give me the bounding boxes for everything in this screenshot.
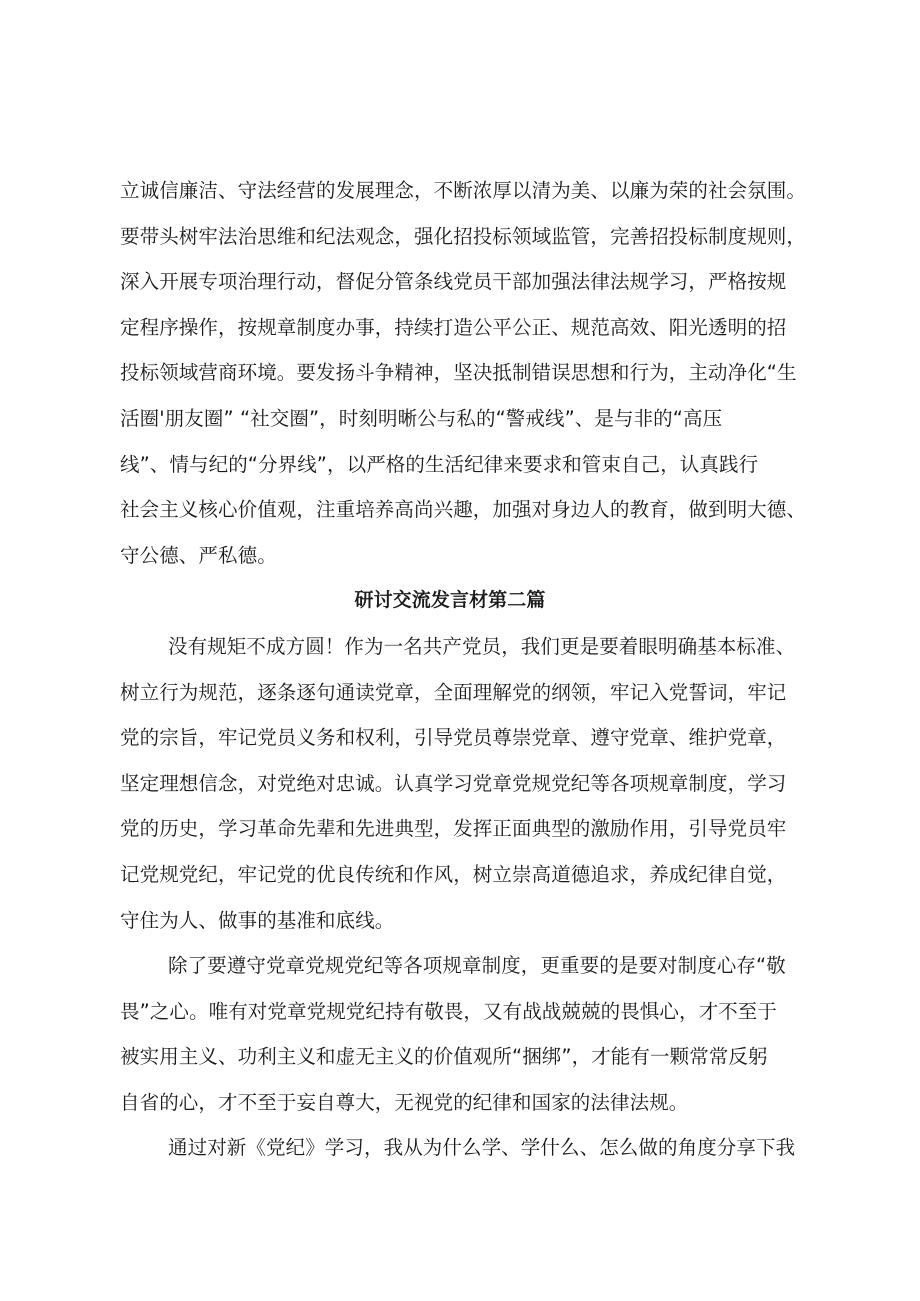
text-line: 深入开展专项治理行动，督促分管条线党员干部加强法律法规学习，严格按规 [120,270,787,294]
text-line: 被实用主义、功利主义和虚无主义的价值观所“捆绑”，才能有一颗常常反躬 [120,1045,768,1069]
paragraph-2 [120,624,820,943]
text-line: 党的宗旨，牢记党员义务和权利，引导党员尊崇党章、遵守党章、维护党章， [120,726,787,750]
text-line: 活圈'朋友圈” “社交圈”，时刻明晰公与私的“警戒线”、是与非的“高压 [120,406,723,430]
text-line: 党的历史，学习革命先辈和先进典型，发挥正面典型的激励作用，引导党员牢 [120,817,787,841]
text-line: 自省的心，才不至于妄自尊大，无视党的纪律和国家的法律法规。 [120,1090,689,1114]
text-line: 守公德、严私德。 [120,543,277,567]
text-line: 树立行为规范，逐条逐句通读党章，全面理解党的纲领，牢记入党誓词，牢记 [120,680,787,704]
paragraph-1 [120,168,820,578]
text-line: 记党规党纪，牢记党的优良传统和作风，树立崇高道德追求，养成纪律自觉， [120,862,787,886]
text-line: 线”、情与纪的“分界线”，以严格的生活纪律来要求和管束自己，认真践行 [120,452,759,476]
text-line: 要带头树牢法治思维和纪法观念，强化招投标领域监管，完善招投标制度规则， [120,224,807,248]
text-line: 坚定理想信念，对党绝对忠诚。认真学习党章党规党纪等各项规章制度，学习 [120,771,787,795]
text-line: 没有规矩不成方圆！作为一名共产党员，我们更是要着眼明确基本标准、 [168,634,796,658]
text-line: 定程序操作，按规章制度办事，持续打造公平公正、规范高效、阳光透明的招 [120,315,787,339]
section-title: 研讨交流发言材第二篇 [354,589,546,612]
text-line: 除了要遵守党章党规党纪等各项规章制度，更重要的是要对制度心存“敬 [168,954,786,978]
text-line: 立诚信廉洁、守法经营的发展理念，不断浓厚以清为美、以廉为荣的社会氛围。 [120,179,807,202]
text-line: 投标领域营商环境。要发扬斗争精神，坚决抵制错误思想和行为，主动净化“生 [120,361,797,385]
document-body [120,168,820,1171]
paragraph-3 [120,943,820,1125]
paragraph-4 [120,1125,820,1171]
text-line: 社会主义核心价值观，注重培养高尚兴趣，加强对身边人的教育，做到明大德、 [120,498,807,522]
text-line: 畏”之心。唯有对党章党规党纪持有敬畏，又有战战兢兢的畏惧心，才不至于 [120,999,778,1023]
text-line: 守住为人、做事的基准和底线。 [120,908,395,932]
text-line: 通过对新《党纪》学习，我从为什么学、学什么、怎么做的角度分享下我 [168,1136,796,1160]
